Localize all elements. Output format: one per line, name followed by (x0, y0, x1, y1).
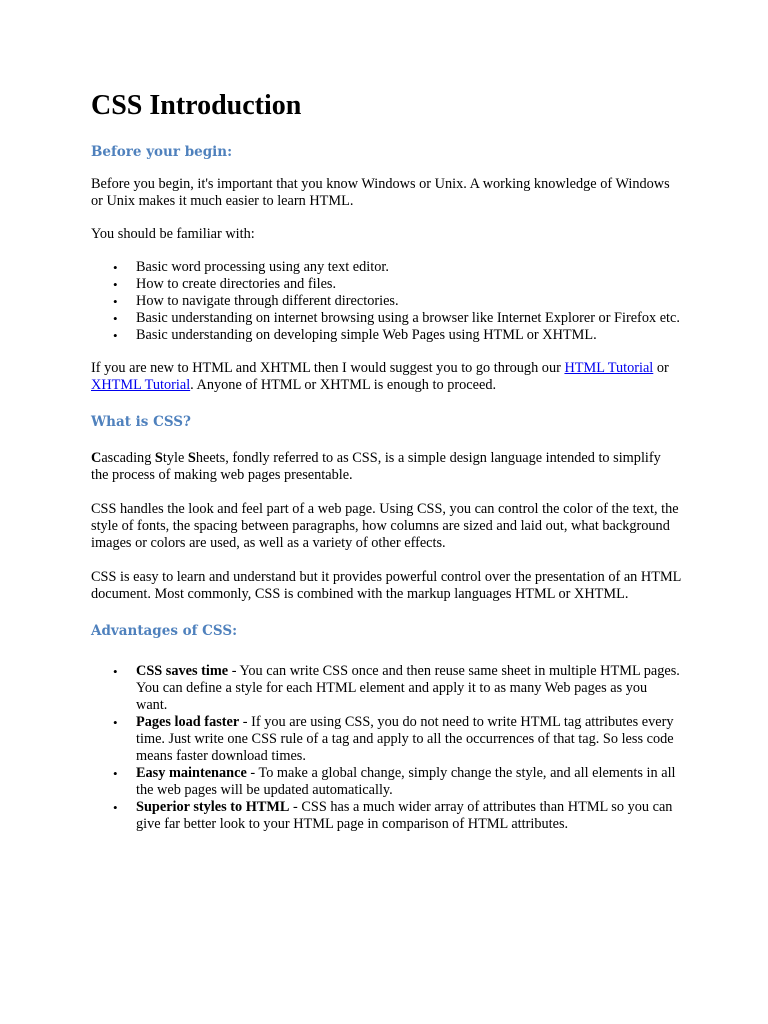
paragraph-handles: CSS handles the look and feel part of a web page. Using CSS, you can control the color of the text, the style of fonts, the spacing between paragraphs, how columns are sized and laid out, what background images or colors are used, as well as a variety of other effects. (91, 501, 679, 551)
paragraph-easy: CSS is easy to learn and understand but it provides powerful control over the presentation of an HTML document. Most commonly, CSS is combined with the markup languages HTML or XHTML. (91, 569, 681, 602)
list-item: • Superior styles to HTML - CSS has a much wider array of attributes than HTML so you can give far better look to your HTML page in comparison of HTML attributes. (113, 799, 673, 832)
list-item: • Basic understanding on developing simple Web Pages using HTML or XHTML. (113, 327, 597, 343)
page-title: CSS Introduction (91, 90, 302, 121)
heading-advantages: Advantages of CSS: (91, 623, 238, 639)
bullet-icon: • (113, 715, 118, 730)
familiar-list (91, 259, 681, 344)
bullet-icon: • (113, 766, 118, 781)
list-item: • How to navigate through different directories. (113, 293, 399, 309)
bullet-icon: • (113, 800, 118, 815)
heading-before-begin: Before your begin: (91, 144, 233, 160)
paragraph-new-to-html: If you are new to HTML and XHTML then I would suggest you to go through our HTML Tutorial or XHTML Tutorial. Anyone of HTML or XHTML is enough to proceed. (91, 360, 669, 393)
xhtml-tutorial-link[interactable]: XHTML Tutorial (91, 377, 191, 393)
paragraph-familiar-lead: You should be familiar with: (91, 226, 255, 242)
advantages-list (91, 663, 681, 833)
list-item: • Easy maintenance - To make a global change, simply change the style, and all elements in all the web pages will be updated automatically. (113, 765, 676, 798)
paragraph-cascading: Cascading Style Sheets, fondly referred to as CSS, is a simple design language intended to simplify the process of making web pages presentable. (91, 450, 661, 483)
list-item: • Basic understanding on internet browsing using a browser like Internet Explorer or Firefox etc. (113, 310, 680, 326)
bullet-icon: • (113, 260, 118, 275)
paragraph-intro: Before you begin, it's important that you know Windows or Unix. A working knowledge of Windows or Unix makes it much easier to learn HTML. (91, 176, 670, 209)
html-tutorial-link[interactable]: HTML Tutorial (564, 360, 654, 376)
heading-what-is-css: What is CSS? (91, 414, 191, 430)
list-item: • How to create directories and files. (113, 276, 337, 292)
document-content (91, 84, 681, 833)
list-item: • Pages load faster - If you are using CSS, you do not need to write HTML tag attributes every time. Just write one CSS rule of a tag and apply to all the occurrences of that tag. So less code means faster download times. (113, 714, 674, 764)
bullet-icon: • (113, 328, 118, 343)
list-item: • Basic word processing using any text editor. (113, 259, 389, 275)
bullet-icon: • (113, 277, 118, 292)
bullet-icon: • (113, 664, 118, 679)
list-item: • CSS saves time - You can write CSS once and then reuse same sheet in multiple HTML pages. You can define a style for each HTML element and apply it to as many Web pages as you want. (113, 663, 680, 713)
bullet-icon: • (113, 294, 118, 309)
bullet-icon: • (113, 311, 118, 326)
